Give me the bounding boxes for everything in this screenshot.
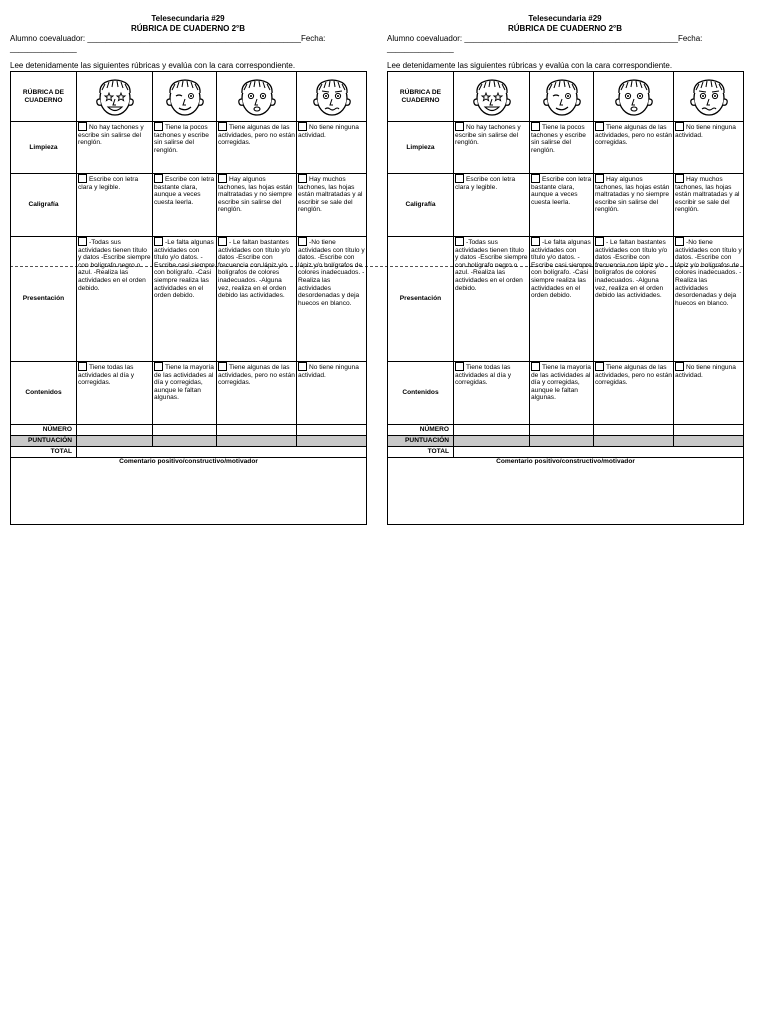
checkbox[interactable] bbox=[531, 122, 540, 131]
worried-face-icon bbox=[297, 75, 366, 119]
puntuacion-cell[interactable] bbox=[530, 436, 594, 447]
descriptor-text: Tiene la mayoría de las actividades al día y corregidas, aunque le faltan algunas. bbox=[531, 364, 591, 402]
comment-box[interactable]: Comentario positivo/constructivo/motivador bbox=[388, 458, 744, 525]
total-cell[interactable] bbox=[454, 447, 744, 458]
criterion-row bbox=[11, 237, 367, 362]
rubric-cell bbox=[454, 237, 530, 362]
school-name: Telesecundaria #29 bbox=[528, 14, 602, 23]
descriptor-text: Tiene la pocos tachones y escribe sin salirse del renglón. bbox=[531, 124, 586, 154]
faces-row bbox=[11, 72, 367, 122]
numero-cell[interactable] bbox=[153, 425, 217, 436]
criterion-name: Contenidos bbox=[388, 362, 454, 425]
descriptor-text: No tiene ninguna actividad. bbox=[675, 124, 736, 139]
criterion-name: Caligrafía bbox=[388, 174, 454, 237]
checkbox[interactable] bbox=[298, 237, 307, 246]
puntuacion-cell[interactable] bbox=[217, 436, 297, 447]
descriptor-text: Tiene algunas de las actividades, pero no están corregidas. bbox=[218, 124, 295, 147]
descriptor-text: Tiene la pocos tachones y escribe sin salirse del renglón. bbox=[154, 124, 209, 154]
rubric-copy-left bbox=[10, 14, 366, 525]
checkbox[interactable] bbox=[595, 174, 604, 183]
checkbox[interactable] bbox=[298, 174, 307, 183]
rubric-cell bbox=[217, 174, 297, 237]
checkbox[interactable] bbox=[531, 237, 540, 246]
rubric-table bbox=[387, 71, 744, 525]
checkbox[interactable] bbox=[675, 362, 684, 371]
checkbox[interactable] bbox=[78, 237, 87, 246]
numero-label: NÚMERO bbox=[11, 425, 77, 436]
descriptor-text: -Le falta algunas actividades con título y/o datos. -Escribe casi siempre con bolígrafo. -Casi siempre realiza las actividades en el orden debido. bbox=[531, 239, 592, 300]
rubric-cell bbox=[530, 237, 594, 362]
numero-cell[interactable] bbox=[530, 425, 594, 436]
rubric-cell bbox=[153, 362, 217, 425]
descriptor-text: Tiene algunas de las actividades, pero no están corregidas. bbox=[595, 124, 672, 147]
school-name: Telesecundaria #29 bbox=[151, 14, 225, 23]
face-cell bbox=[77, 72, 153, 122]
criterion-row bbox=[11, 174, 367, 237]
criterion-row bbox=[11, 122, 367, 174]
descriptor-text: Escribe con letra clara y legible. bbox=[78, 176, 139, 191]
comment-box[interactable]: Comentario positivo/constructivo/motivador bbox=[11, 458, 367, 525]
descriptor-text: Hay muchos tachones, las hojas están maltratadas y al escribir se sale del renglón. bbox=[675, 176, 740, 214]
rubric-cell bbox=[530, 174, 594, 237]
numero-cell[interactable] bbox=[454, 425, 530, 436]
checkbox[interactable] bbox=[455, 362, 464, 371]
numero-row bbox=[11, 425, 367, 436]
rubric-title: RÚBRICA DE CUADERNO 2°B bbox=[507, 24, 623, 33]
descriptor-text: Tiene todas las actividades al día y corregidas. bbox=[455, 364, 512, 387]
checkbox[interactable] bbox=[455, 237, 464, 246]
puntuacion-label: PUNTUACIÓN bbox=[388, 436, 454, 447]
rubric-copy-right bbox=[387, 14, 743, 525]
numero-cell[interactable] bbox=[594, 425, 674, 436]
descriptor-text: Escribe con letra bastante clara, aunque a veces cuesta leerla. bbox=[531, 176, 592, 206]
rubric-cell bbox=[217, 362, 297, 425]
rubric-cell bbox=[594, 122, 674, 174]
face-cell bbox=[454, 72, 530, 122]
total-label: TOTAL bbox=[388, 447, 454, 458]
puntuacion-cell[interactable] bbox=[297, 436, 367, 447]
checkbox[interactable] bbox=[78, 362, 87, 371]
numero-cell[interactable] bbox=[674, 425, 744, 436]
puntuacion-row bbox=[388, 436, 744, 447]
criterion-row bbox=[388, 362, 744, 425]
rubric-cell bbox=[674, 174, 744, 237]
face-cell bbox=[153, 72, 217, 122]
winking-face-icon bbox=[153, 75, 216, 119]
total-row bbox=[388, 447, 744, 458]
rubric-cell bbox=[153, 122, 217, 174]
descriptor-text: -Le falta algunas actividades con título y/o datos. -Escribe casi siempre con bolígrafo. -Casi siempre realiza las actividades en el orden debido. bbox=[154, 239, 215, 300]
checkbox[interactable] bbox=[218, 237, 227, 246]
puntuacion-cell[interactable] bbox=[454, 436, 530, 447]
rubric-cell bbox=[530, 122, 594, 174]
checkbox[interactable] bbox=[154, 237, 163, 246]
rubric-cell bbox=[297, 237, 367, 362]
checkbox[interactable] bbox=[675, 237, 684, 246]
total-row bbox=[11, 447, 367, 458]
corner-label: RÚBRICA DE CUADERNO bbox=[388, 72, 454, 122]
rubric-cell bbox=[674, 362, 744, 425]
descriptor-text: Escribe con letra bastante clara, aunque a veces cuesta leerla. bbox=[154, 176, 215, 206]
instructions-text: Lee detenidamente las siguientes rúbricas y evalúa con la cara correspondiente. bbox=[10, 61, 296, 70]
descriptor-text: No hay tachones y escribe sin salirse del renglón. bbox=[78, 124, 144, 147]
rubric-cell bbox=[594, 237, 674, 362]
descriptor-text: - Le faltan bastantes actividades con título y/o datos -Escribe con frecuencia con lápiz y/o bolígrafos de colores inadecuados. -Alguna vez, realiza en el orden debido las actividades. bbox=[218, 239, 291, 300]
criterion-row bbox=[11, 362, 367, 425]
checkbox[interactable] bbox=[455, 174, 464, 183]
instructions-text: Lee detenidamente las siguientes rúbricas y evalúa con la cara correspondiente. bbox=[387, 61, 673, 70]
rubric-cell bbox=[674, 237, 744, 362]
checkbox[interactable] bbox=[218, 122, 227, 131]
rubric-title: RÚBRICA DE CUADERNO 2°B bbox=[130, 24, 246, 33]
descriptor-text: Escribe con letra clara y legible. bbox=[455, 176, 516, 191]
neutral-face-icon bbox=[217, 75, 296, 119]
descriptor-text: No tiene ninguna actividad. bbox=[675, 364, 736, 379]
checkbox[interactable] bbox=[154, 174, 163, 183]
descriptor-text: Tiene algunas de las actividades, pero no están corregidas. bbox=[595, 364, 672, 387]
star-eyes-face-icon bbox=[77, 75, 152, 119]
checkbox[interactable] bbox=[218, 174, 227, 183]
puntuacion-cell[interactable] bbox=[153, 436, 217, 447]
descriptor-text: -Todas sus actividades tienen título y datos -Escribe siempre con bolígrafo negro o azul. -Realiza las actividades en el orden debido. bbox=[455, 239, 528, 292]
criterion-name: Limpieza bbox=[11, 122, 77, 174]
rubric-cell bbox=[594, 362, 674, 425]
criterion-row bbox=[388, 122, 744, 174]
rubric-cell bbox=[297, 362, 367, 425]
checkbox[interactable] bbox=[154, 122, 163, 131]
checkbox[interactable] bbox=[78, 122, 87, 131]
descriptor-text: -Todas sus actividades tienen título y datos -Escribe siempre con bolígrafo negro o azul. -Realiza las actividades en el orden debido. bbox=[78, 239, 151, 292]
rubric-cell bbox=[217, 122, 297, 174]
checkbox[interactable] bbox=[531, 362, 540, 371]
puntuacion-cell[interactable] bbox=[77, 436, 153, 447]
checkbox[interactable] bbox=[531, 174, 540, 183]
descriptor-text: - Le faltan bastantes actividades con título y/o datos -Escribe con frecuencia con lápiz y/o bolígrafos de colores inadecuados. -Alguna vez, realiza en el orden debido las actividades. bbox=[595, 239, 668, 300]
neutral-face-icon bbox=[594, 75, 673, 119]
checkbox[interactable] bbox=[298, 122, 307, 131]
checkbox[interactable] bbox=[78, 174, 87, 183]
rubric-cell bbox=[454, 362, 530, 425]
rubric-cell bbox=[153, 174, 217, 237]
descriptor-text: -No tiene actividades con título y datos. -Escribe con lápiz y/o bolígrafos de colores inadecuados. -Realiza las actividades desordenadas y deja huecos en blanco. bbox=[298, 239, 365, 307]
numero-label: NÚMERO bbox=[388, 425, 454, 436]
rubric-cell bbox=[217, 237, 297, 362]
criterion-name: Presentación bbox=[388, 237, 454, 362]
descriptor-text: Tiene todas las actividades al día y corregidas. bbox=[78, 364, 135, 387]
face-cell bbox=[530, 72, 594, 122]
face-cell bbox=[217, 72, 297, 122]
descriptor-text: Hay algunos tachones, las hojas están maltratadas y no siempre escribe sin salirse del renglón. bbox=[595, 176, 670, 214]
corner-label: RÚBRICA DE CUADERNO bbox=[11, 72, 77, 122]
evaluator-date-fields: Alumno coevaluador: ________________________________________________Fecha: _______________ bbox=[10, 34, 326, 53]
rubric-cell bbox=[454, 174, 530, 237]
rubric-cell bbox=[454, 122, 530, 174]
rubric-cell bbox=[297, 174, 367, 237]
descriptor-text: No hay tachones y escribe sin salirse del renglón. bbox=[455, 124, 521, 147]
rubric-cell bbox=[77, 174, 153, 237]
face-cell bbox=[594, 72, 674, 122]
checkbox[interactable] bbox=[595, 122, 604, 131]
worried-face-icon bbox=[674, 75, 743, 119]
numero-cell[interactable] bbox=[297, 425, 367, 436]
faces-row bbox=[388, 72, 744, 122]
criterion-row bbox=[388, 237, 744, 362]
puntuacion-label: PUNTUACIÓN bbox=[11, 436, 77, 447]
rubric-cell bbox=[674, 122, 744, 174]
criterion-name: Limpieza bbox=[388, 122, 454, 174]
criterion-row bbox=[388, 174, 744, 237]
checkbox[interactable] bbox=[675, 174, 684, 183]
criterion-name: Contenidos bbox=[11, 362, 77, 425]
rubric-cell bbox=[77, 237, 153, 362]
comment-row bbox=[388, 458, 744, 525]
descriptor-text: No tiene ninguna actividad. bbox=[298, 124, 359, 139]
checkbox[interactable] bbox=[154, 362, 163, 371]
rubric-cell bbox=[77, 122, 153, 174]
puntuacion-cell[interactable] bbox=[674, 436, 744, 447]
numero-row bbox=[388, 425, 744, 436]
descriptor-text: Tiene algunas de las actividades, pero no están corregidas. bbox=[218, 364, 295, 387]
checkbox[interactable] bbox=[218, 362, 227, 371]
numero-cell[interactable] bbox=[77, 425, 153, 436]
descriptor-text: -No tiene actividades con título y datos. -Escribe con lápiz y/o bolígrafos de colores inadecuados. -Realiza las actividades desordenadas y deja huecos en blanco. bbox=[675, 239, 742, 307]
checkbox[interactable] bbox=[675, 122, 684, 131]
winking-face-icon bbox=[530, 75, 593, 119]
comment-row bbox=[11, 458, 367, 525]
rubric-table bbox=[10, 71, 367, 525]
descriptor-text: Hay algunos tachones, las hojas están maltratadas y no siempre escribe sin salirse del renglón. bbox=[218, 176, 293, 214]
numero-cell[interactable] bbox=[217, 425, 297, 436]
checkbox[interactable] bbox=[298, 362, 307, 371]
rubric-cell bbox=[594, 174, 674, 237]
total-label: TOTAL bbox=[11, 447, 77, 458]
face-cell bbox=[674, 72, 744, 122]
descriptor-text: No tiene ninguna actividad. bbox=[298, 364, 359, 379]
rubric-cell bbox=[297, 122, 367, 174]
star-eyes-face-icon bbox=[454, 75, 529, 119]
rubric-cell bbox=[530, 362, 594, 425]
descriptor-text: Hay muchos tachones, las hojas están maltratadas y al escribir se sale del renglón. bbox=[298, 176, 363, 214]
rubric-cell bbox=[153, 237, 217, 362]
checkbox[interactable] bbox=[455, 122, 464, 131]
puntuacion-cell[interactable] bbox=[594, 436, 674, 447]
total-cell[interactable] bbox=[77, 447, 367, 458]
descriptor-text: Tiene la mayoría de las actividades al día y corregidas, aunque le faltan algunas. bbox=[154, 364, 214, 402]
face-cell bbox=[297, 72, 367, 122]
puntuacion-row bbox=[11, 436, 367, 447]
criterion-name: Caligrafía bbox=[11, 174, 77, 237]
evaluator-date-fields: Alumno coevaluador: ________________________________________________Fecha: _______________ bbox=[387, 34, 703, 53]
criterion-name: Presentación bbox=[11, 237, 77, 362]
rubric-cell bbox=[77, 362, 153, 425]
checkbox[interactable] bbox=[595, 237, 604, 246]
checkbox[interactable] bbox=[595, 362, 604, 371]
